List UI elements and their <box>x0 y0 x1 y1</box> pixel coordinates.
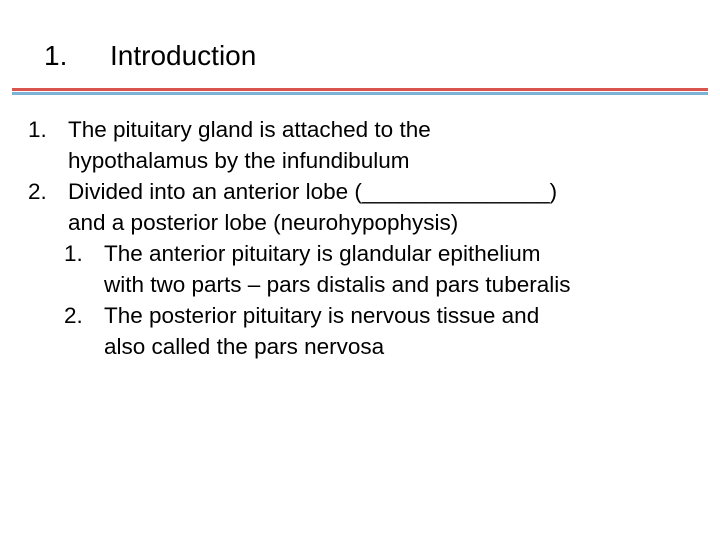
sub-list-item-text-line: The anterior pituitary is glandular epithelium <box>104 241 541 266</box>
sub-list-item-2 <box>0 300 720 362</box>
list-item-1 <box>0 114 720 176</box>
list-item-text-line: and a posterior lobe (neurohypophysis) <box>68 210 459 235</box>
slide-title <box>44 36 256 76</box>
list-item-text-line: The pituitary gland is attached to the <box>68 117 431 142</box>
list-marker: 1. <box>28 117 47 142</box>
sub-list-item-text-line: with two parts – pars distalis and pars tuberalis <box>104 272 571 297</box>
sub-list-item-1 <box>0 238 720 300</box>
sub-list-item-text-line: The posterior pituitary is nervous tissue and <box>104 303 540 328</box>
list-item-2 <box>0 176 720 238</box>
title-divider-red <box>12 88 708 91</box>
title-text: Introduction <box>110 40 257 71</box>
sub-list-marker: 1. <box>64 241 83 266</box>
title-number: 1. <box>44 40 68 71</box>
sub-list-item-text-line: also called the pars nervosa <box>104 334 385 359</box>
title-divider-blue <box>12 92 708 95</box>
list-item-text-line: Divided into an anterior lobe (_______________) <box>68 179 558 204</box>
sub-list-marker: 2. <box>64 303 83 328</box>
slide-body <box>0 114 720 362</box>
list-marker: 2. <box>28 179 47 204</box>
list-item-text-line: hypothalamus by the infundibulum <box>68 148 410 173</box>
